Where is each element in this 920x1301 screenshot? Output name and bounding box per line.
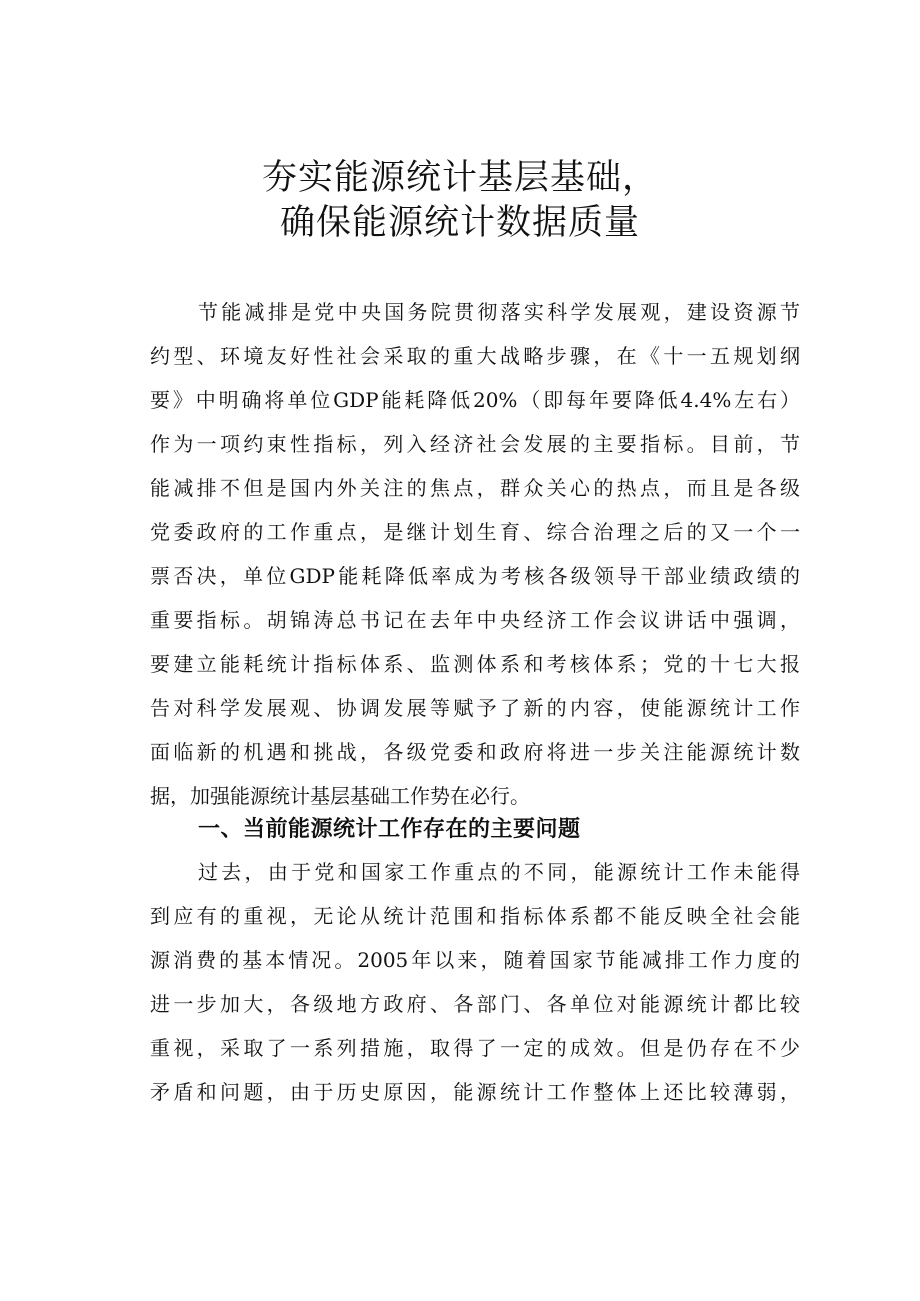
paragraph-line: 进一步加大，各级地方政府、各部门、各单位对能源统计都比较: [150, 992, 800, 1016]
document-title-line-2: 确保能源统计数据质量: [279, 203, 640, 243]
paragraph-line: 源消费的基本情况。2005年以来，随着国家节能减排工作力度的: [150, 948, 800, 972]
paragraph-line: 重视，采取了一系列措施，取得了一定的成效。但是仍存在不少: [150, 1036, 800, 1060]
paragraph-line: 要建立能耗统计指标体系、监测体系和考核体系；党的十七大报: [150, 652, 800, 676]
section-heading: 一、当前能源统计工作存在的主要问题: [198, 817, 581, 842]
paragraph-line: 要》中明确将单位GDP能耗降低20%（即每年要降低4.4%左右）: [150, 388, 800, 412]
paragraph-line: 作为一项约束性指标，列入经济社会发展的主要指标。目前，节: [150, 432, 800, 456]
document-title-line-1: 夯实能源统计基层基础，: [261, 158, 658, 198]
paragraph-line: 面临新的机遇和挑战，各级党委和政府将进一步关注能源统计数: [150, 740, 800, 764]
paragraph-line: 矛盾和问题，由于历史原因，能源统计工作整体上还比较薄弱，: [150, 1080, 800, 1104]
paragraph-line: 节能减排是党中央国务院贯彻落实科学发展观，建设资源节: [198, 300, 800, 324]
paragraph-line: 票否决，单位GDP能耗降低率成为考核各级领导干部业绩政绩的: [150, 564, 800, 588]
paragraph-line: 据，加强能源统计基层基础工作势在必行。: [150, 784, 530, 808]
paragraph-line: 约型、环境友好性社会采取的重大战略步骤，在《十一五规划纲: [150, 344, 800, 368]
paragraph-line: 能减排不但是国内外关注的焦点，群众关心的热点，而且是各级: [150, 476, 800, 500]
paragraph-line: 过去，由于党和国家工作重点的不同，能源统计工作未能得: [198, 860, 800, 884]
paragraph-line: 党委政府的工作重点，是继计划生育、综合治理之后的又一个一: [150, 520, 800, 544]
paragraph-line: 到应有的重视，无论从统计范围和指标体系都不能反映全社会能: [150, 904, 800, 928]
paragraph-line: 重要指标。胡锦涛总书记在去年中央经济工作会议讲话中强调，: [150, 608, 800, 632]
paragraph-line: 告对科学发展观、协调发展等赋予了新的内容，使能源统计工作: [150, 696, 800, 720]
